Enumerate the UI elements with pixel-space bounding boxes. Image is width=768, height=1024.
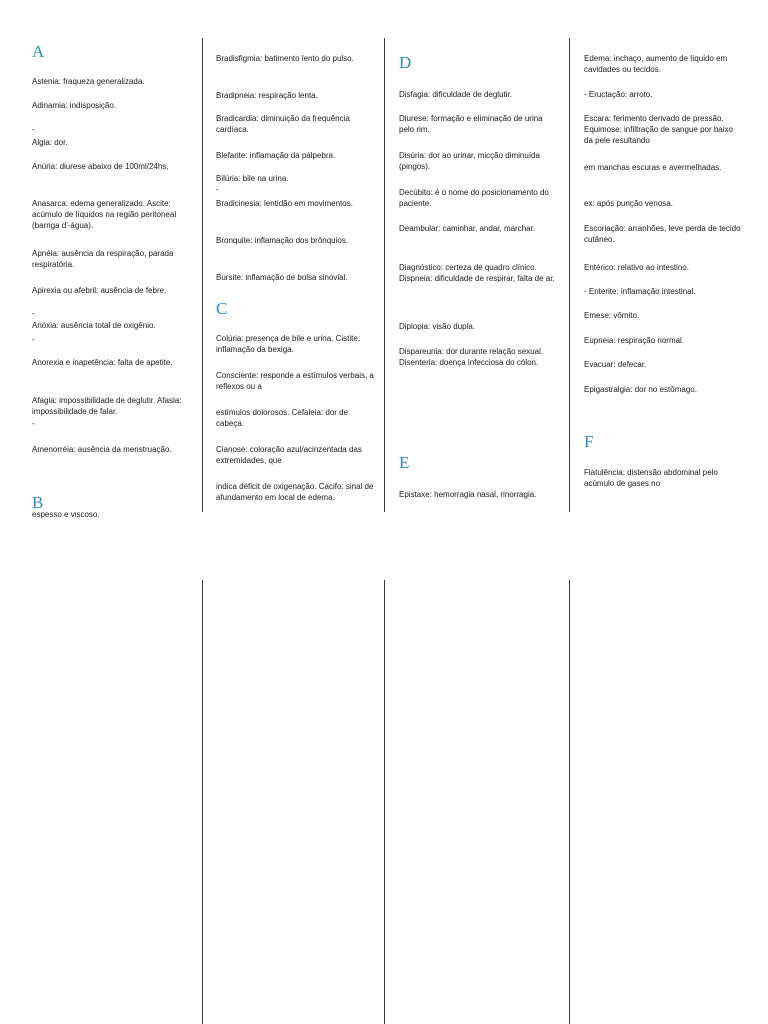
glossary-entry: Diagnóstico: certeza de quadro clínico. Dispneia: dificuldade de respirar, falta de ar. [399,263,555,283]
glossary-entry: Epistaxe: hemorragia nasal, rinorragia. [399,490,537,499]
glossary-entry: Anúria: diurese abaixo de 100ml/24hs. [32,162,169,171]
glossary-entry: indica déficit de oxigenação. Cacifo: sinal de afundamento em local de edema. [216,482,374,502]
glossary-entry: Dispareunia: dor durante relação sexual. Disenteria: doença infecciosa do cólon. [399,347,544,367]
glossary-entry: Blefarite: inflamação da pálpebra. [216,151,336,160]
section-letter: A [32,42,45,61]
column-1 [32,0,192,512]
glossary-entry: Emese: vômito. [584,311,640,320]
glossary-entry: Algia: dor. [32,138,68,147]
glossary-entry: Edema: inchaço, aumento de líquido em cavidades ou tecidos. [584,54,728,74]
column-5 [32,512,192,1024]
glossary-entry: Apnéia: ausência da respiração, parada respiratória. [32,249,174,269]
dash-separator: - [32,419,35,428]
glossary-entry: Bradicinesia: lentidão em movimentos. [216,199,353,208]
column-7 [384,512,544,1024]
column-divider [202,38,203,512]
column-divider [384,38,385,512]
glossary-entry: Astenia: fraqueza generalizada. [32,77,145,86]
section-letter: D [399,53,412,72]
column-8 [584,512,744,1024]
glossary-entry: Escara: ferimento derivado de pressão. Equimose: infiltração de sangue por baixo da pele resultando [584,114,733,145]
glossary-entry: Apirexia ou afebril: ausência de febre. [32,286,167,295]
glossary-entry: ex: após punção venosa. [584,199,673,208]
column-4 [584,0,744,512]
dash-separator: - [32,309,35,318]
column-divider [569,580,570,1024]
glossary-entry: Deambular: caminhar, andar, marchar. [399,224,536,233]
glossary-entry: Amenorréia: ausência da menstruação. [32,445,172,454]
glossary-entry: espesso e viscoso. [32,512,100,519]
glossary-entry: Entérico: relativo ao intestino. [584,263,689,272]
glossary-entry: Cianose: coloração azul/acinzentada das extremidades, que [216,445,362,465]
glossary-entry: Bronquite: inflamação dos brônquios. [216,236,349,245]
glossary-entry: Consciente: responde a estímulos verbais, a reflexos ou a [216,371,374,391]
glossary-entry: - Eructação: arroto. [584,90,653,99]
glossary-entry: Adinamia: indisposição. [32,101,117,110]
glossary-entry: Bradipneia: respiração lenta. [216,91,318,100]
glossary-entry: Anorexia e inapetência: falta de apetite. [32,358,173,367]
glossary-entry: Bradisfigmia: batimento lento do pulso. [216,54,354,63]
column-6 [216,512,376,1024]
glossary-entry: Epigastralgia: dor no estômago. [584,385,697,394]
dash-separator: - [32,335,35,344]
page-bottom [0,512,768,1024]
column-divider [202,580,203,1024]
column-2 [216,0,376,512]
glossary-entry: Disfagia: dificuldade de deglutir. [399,90,512,99]
column-divider [569,38,570,512]
column-3 [399,0,559,512]
glossary-entry: em manchas escuras e avermelhadas. [584,163,722,172]
glossary-entry: Disúria: dor ao urinar, micção diminuída (pingos). [399,151,540,171]
glossary-entry: - Enterite: inflamação intestinal. [584,287,696,296]
glossary-entry: Anasarca: edema generalizado. Ascite: acúmulo de líquidos na região peritoneal (barriga d'-água). [32,199,177,230]
glossary-entry: Bursite: inflamação de bolsa sinovial. [216,273,348,282]
section-letter: B [32,493,44,512]
section-letter: E [399,453,410,472]
glossary-entry: Escoriação: arranhões, leve perda de tecido cutâneo. [584,224,741,244]
glossary-entry: Evacuar: defecar. [584,360,647,369]
dash-separator: - [32,125,35,134]
glossary-entry: estímulos dolorosos. Cefaleia: dor de cabeça. [216,408,349,428]
glossary-entry: Afagia: impossibilidade de deglutir. Afasia: impossibilidade de falar. [32,396,182,416]
glossary-entry: Eupneia: respiração normal. [584,336,685,345]
dash-separator: - [216,185,219,194]
glossary-entry: Diplopia: visão dupla. [399,322,476,331]
glossary-entry: Bilúria: bile na urina. [216,174,289,183]
glossary-entry: Anóxia: ausência total de oxigênio. [32,321,156,330]
glossary-entry: Diurese: formação e eliminação de urina pelo rim. [399,114,543,134]
section-letter: F [584,432,594,451]
glossary-entry: Colúria: presença de bile e urina. Cistite: inflamação da bexiga. [216,334,361,354]
glossary-entry: Bradicardia: diminuição da frequência cardíaca. [216,114,350,134]
section-letter: C [216,299,228,318]
glossary-entry: Decúbito: é o nome do posicionamento do paciente. [399,188,549,208]
glossary-entry: Flatulência: distensão abdominal pelo acúmulo de gases no [584,468,718,488]
